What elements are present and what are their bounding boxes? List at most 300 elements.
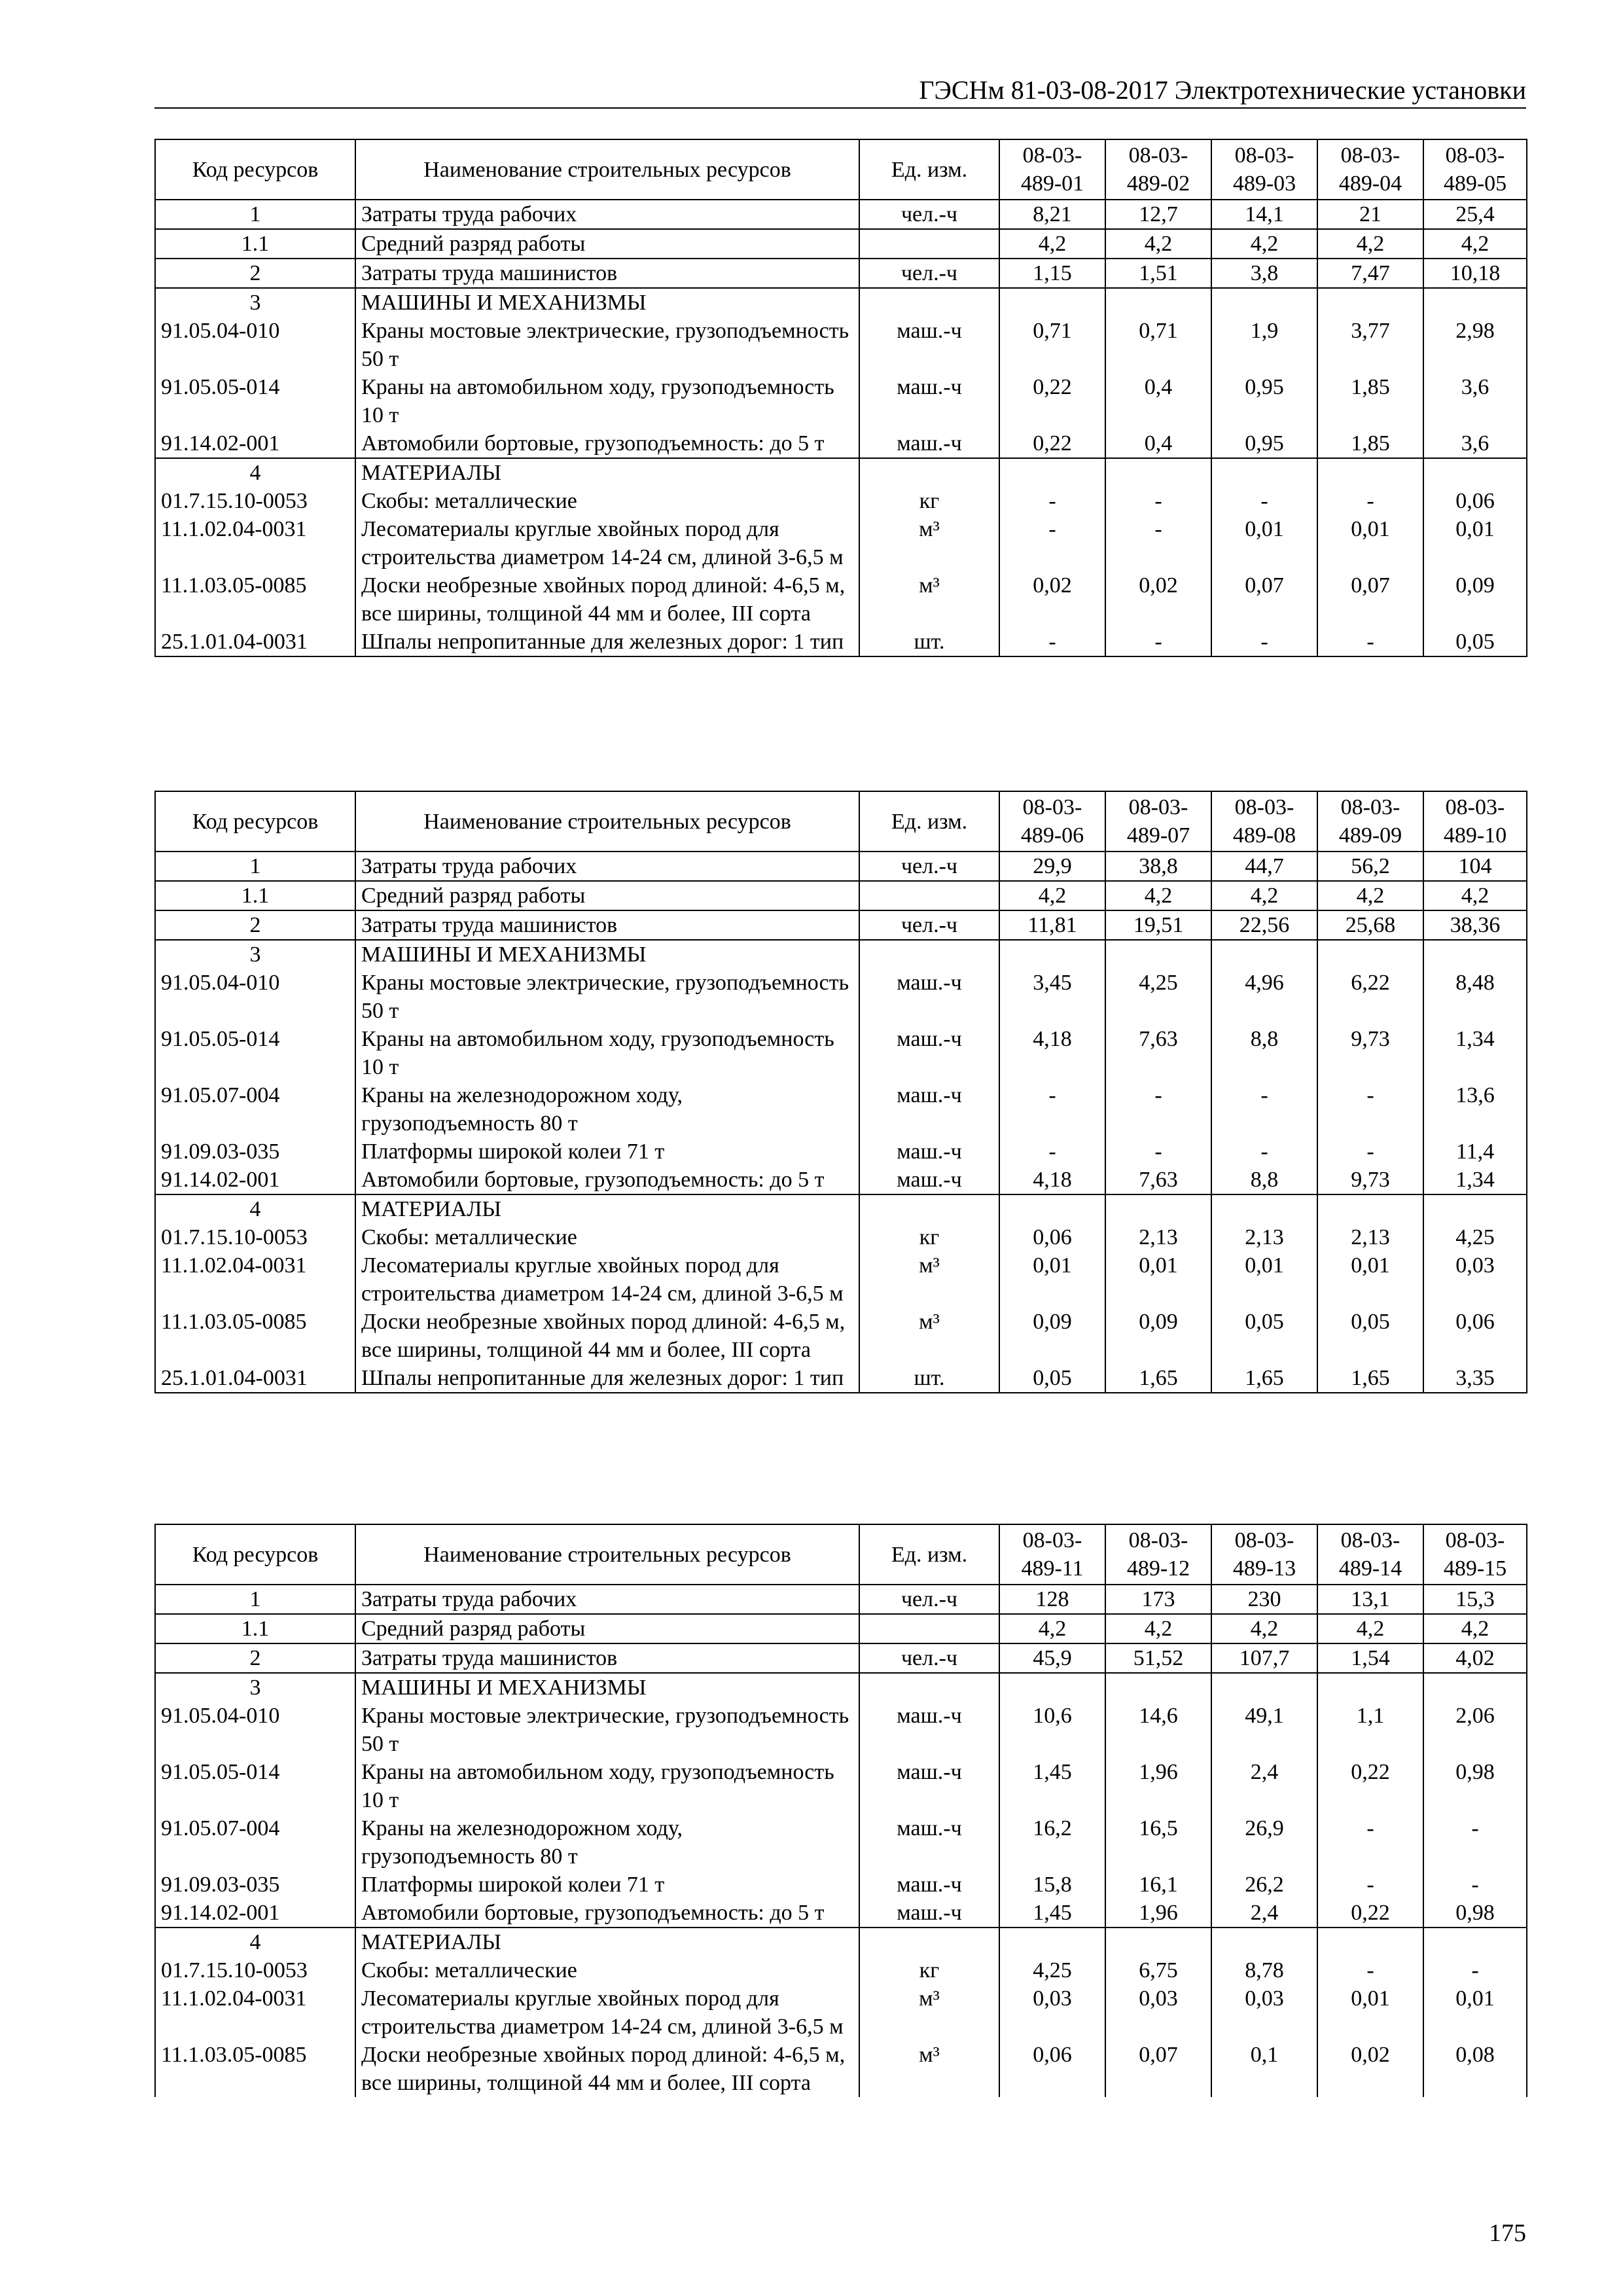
cell-unit: чел.-ч — [859, 200, 999, 229]
cell-value: 0,01 — [1317, 515, 1423, 571]
cell-value: 56,2 — [1317, 852, 1423, 881]
cell-value: 1,1 — [1317, 1702, 1423, 1758]
cell-value: 0,01 — [1317, 1251, 1423, 1308]
cell-unit: кг — [859, 1956, 999, 1984]
cell-value: 3,6 — [1423, 429, 1527, 458]
cell-unit: маш.-ч — [859, 429, 999, 458]
cell-resource-code: 91.05.07-004 — [155, 1081, 355, 1138]
cell-value: 0,09 — [1105, 1308, 1211, 1364]
cell-value — [1423, 1928, 1527, 1956]
cell-value: 10,18 — [1423, 259, 1527, 288]
col-header-name: Наименование строительных ресурсов — [355, 1524, 859, 1585]
cell-unit — [859, 288, 999, 317]
table-row — [155, 487, 1527, 515]
cell-value: 4,2 — [999, 229, 1105, 259]
table-header-row — [155, 791, 1527, 852]
cell-value: 38,36 — [1423, 910, 1527, 940]
cell-value: 1,45 — [999, 1899, 1105, 1928]
cell-value: 1,96 — [1105, 1758, 1211, 1814]
cell-value — [1105, 1673, 1211, 1702]
cell-unit: маш.-ч — [859, 1166, 999, 1194]
cell-resource-code: 91.05.04-010 — [155, 1702, 355, 1758]
cell-resource-name: Лесоматериалы круглые хвойных пород для строительства диаметром 14-24 см, длиной 3-6,5 м — [355, 1251, 859, 1308]
table-row — [155, 1814, 1527, 1871]
cell-value: - — [1105, 1081, 1211, 1138]
cell-resource-code: 91.09.03-035 — [155, 1138, 355, 1166]
cell-resource-code: 01.7.15.10-0053 — [155, 1956, 355, 1984]
cell-value: 0,98 — [1423, 1758, 1527, 1814]
cell-value: 0,71 — [1105, 317, 1211, 373]
cell-value — [1317, 1194, 1423, 1223]
cell-value: 0,22 — [1317, 1758, 1423, 1814]
table-row — [155, 317, 1527, 373]
resource-table-3 — [154, 1524, 1527, 2097]
cell-value — [1211, 288, 1317, 317]
cell-value: 0,06 — [1423, 1308, 1527, 1364]
cell-value: - — [999, 515, 1105, 571]
cell-value: 0,02 — [1317, 2041, 1423, 2097]
cell-value: 1,54 — [1317, 1643, 1423, 1673]
cell-value: 1,65 — [1211, 1364, 1317, 1393]
table-row — [155, 852, 1527, 881]
cell-value: 3,6 — [1423, 373, 1527, 429]
col-header-name: Наименование строительных ресурсов — [355, 791, 859, 852]
cell-value: - — [1317, 1138, 1423, 1166]
cell-value: 25,68 — [1317, 910, 1423, 940]
cell-resource-code: 91.05.07-004 — [155, 1814, 355, 1871]
cell-value: 0,95 — [1211, 373, 1317, 429]
cell-resource-code: 2 — [155, 259, 355, 288]
col-header-norm-code: 08-03-489-10 — [1423, 791, 1527, 852]
cell-value: 51,52 — [1105, 1643, 1211, 1673]
cell-resource-name: Платформы широкой колеи 71 т — [355, 1871, 859, 1899]
resource-table-2 — [154, 791, 1527, 1393]
table-row — [155, 940, 1527, 969]
table-row — [155, 1899, 1527, 1928]
cell-resource-name: Краны мостовые электрические, грузоподъемность 50 т — [355, 317, 859, 373]
col-header-unit: Ед. изм. — [859, 139, 999, 200]
cell-value — [999, 288, 1105, 317]
table-row — [155, 1251, 1527, 1308]
cell-unit: м³ — [859, 1251, 999, 1308]
resource-table-1 — [154, 139, 1527, 657]
table-row — [155, 1166, 1527, 1194]
cell-value: 15,8 — [999, 1871, 1105, 1899]
cell-value: 4,2 — [1105, 1614, 1211, 1643]
cell-unit: шт. — [859, 628, 999, 656]
cell-value: - — [999, 1138, 1105, 1166]
table-row — [155, 1871, 1527, 1899]
cell-value: - — [1211, 1081, 1317, 1138]
cell-value: 9,73 — [1317, 1025, 1423, 1081]
cell-value: 38,8 — [1105, 852, 1211, 881]
cell-value: 0,08 — [1423, 2041, 1527, 2097]
cell-value: - — [1105, 515, 1211, 571]
cell-value: 1,51 — [1105, 259, 1211, 288]
cell-resource-code: 91.05.05-014 — [155, 1758, 355, 1814]
cell-value — [1423, 1194, 1527, 1223]
col-header-unit: Ед. изм. — [859, 1524, 999, 1585]
cell-value: 21 — [1317, 200, 1423, 229]
cell-value: 0,07 — [1317, 571, 1423, 628]
cell-value: 0,03 — [1423, 1251, 1527, 1308]
cell-resource-name: Краны на железнодорожном ходу, грузоподъемность 80 т — [355, 1081, 859, 1138]
cell-value: 9,73 — [1317, 1166, 1423, 1194]
col-header-norm-code: 08-03-489-01 — [999, 139, 1105, 200]
cell-value — [1317, 940, 1423, 969]
cell-unit — [859, 881, 999, 910]
col-header-name: Наименование строительных ресурсов — [355, 139, 859, 200]
cell-value: 4,2 — [1211, 1614, 1317, 1643]
cell-value: 2,13 — [1105, 1223, 1211, 1251]
cell-value: 22,56 — [1211, 910, 1317, 940]
cell-value: 13,6 — [1423, 1081, 1527, 1138]
cell-value: 4,25 — [1105, 969, 1211, 1025]
page-header-title: ГЭСНм 81-03-08-2017 Электротехнические установки — [919, 75, 1526, 105]
cell-value — [1211, 1194, 1317, 1223]
cell-resource-code: 1.1 — [155, 881, 355, 910]
cell-resource-name: Краны на автомобильном ходу, грузоподъемность 10 т — [355, 1025, 859, 1081]
cell-unit: маш.-ч — [859, 317, 999, 373]
table-row — [155, 373, 1527, 429]
cell-value: 0,03 — [999, 1984, 1105, 2041]
cell-resource-name: МАШИНЫ И МЕХАНИЗМЫ — [355, 288, 859, 317]
cell-resource-name: Краны на автомобильном ходу, грузоподъемность 10 т — [355, 1758, 859, 1814]
cell-resource-code: 4 — [155, 1194, 355, 1223]
cell-value: 4,25 — [999, 1956, 1105, 1984]
col-header-norm-code: 08-03-489-13 — [1211, 1524, 1317, 1585]
cell-value: 0,4 — [1105, 373, 1211, 429]
cell-value: 25,4 — [1423, 200, 1527, 229]
cell-value: 4,2 — [1423, 1614, 1527, 1643]
cell-value: 4,2 — [1105, 881, 1211, 910]
col-header-norm-code: 08-03-489-11 — [999, 1524, 1105, 1585]
cell-value: 6,22 — [1317, 969, 1423, 1025]
cell-value: 3,77 — [1317, 317, 1423, 373]
cell-unit — [859, 1673, 999, 1702]
cell-value: 6,75 — [1105, 1956, 1211, 1984]
cell-value: 14,1 — [1211, 200, 1317, 229]
cell-resource-name: Затраты труда рабочих — [355, 852, 859, 881]
cell-value: 16,5 — [1105, 1814, 1211, 1871]
cell-value: - — [1105, 628, 1211, 656]
cell-value — [999, 1673, 1105, 1702]
col-header-norm-code: 08-03-489-09 — [1317, 791, 1423, 852]
cell-value: - — [1211, 1138, 1317, 1166]
cell-value — [1211, 940, 1317, 969]
cell-value: 14,6 — [1105, 1702, 1211, 1758]
cell-value: 0,01 — [1317, 1984, 1423, 2041]
cell-value: - — [999, 628, 1105, 656]
cell-value: 0,03 — [1105, 1984, 1211, 2041]
cell-resource-code: 11.1.02.04-0031 — [155, 1984, 355, 2041]
cell-unit: чел.-ч — [859, 910, 999, 940]
cell-value: 2,13 — [1211, 1223, 1317, 1251]
table-row — [155, 1984, 1527, 2041]
cell-value: 4,02 — [1423, 1643, 1527, 1673]
cell-resource-code: 91.09.03-035 — [155, 1871, 355, 1899]
cell-resource-name: Затраты труда машинистов — [355, 259, 859, 288]
cell-unit: маш.-ч — [859, 1138, 999, 1166]
cell-value: 0,02 — [999, 571, 1105, 628]
cell-value: 4,2 — [1211, 881, 1317, 910]
col-header-code: Код ресурсов — [155, 791, 355, 852]
cell-value: 44,7 — [1211, 852, 1317, 881]
cell-value: 4,2 — [1105, 229, 1211, 259]
cell-value: - — [1105, 487, 1211, 515]
table-row — [155, 200, 1527, 229]
cell-value: 4,2 — [1211, 229, 1317, 259]
cell-resource-name: МАТЕРИАЛЫ — [355, 1928, 859, 1956]
table-row — [155, 1081, 1527, 1138]
cell-value: 104 — [1423, 852, 1527, 881]
cell-resource-code: 11.1.02.04-0031 — [155, 515, 355, 571]
cell-value: 2,4 — [1211, 1899, 1317, 1928]
cell-value: 1,34 — [1423, 1025, 1527, 1081]
cell-value — [999, 458, 1105, 487]
cell-value: 0,22 — [999, 429, 1105, 458]
cell-value: 0,05 — [999, 1364, 1105, 1393]
table-row — [155, 2041, 1527, 2097]
cell-unit — [859, 1194, 999, 1223]
cell-value — [1423, 1673, 1527, 1702]
cell-resource-name: Затраты труда машинистов — [355, 910, 859, 940]
cell-resource-name: МАТЕРИАЛЫ — [355, 458, 859, 487]
table-row — [155, 1643, 1527, 1673]
table-row — [155, 1308, 1527, 1364]
cell-resource-code: 11.1.03.05-0085 — [155, 1308, 355, 1364]
cell-resource-code: 2 — [155, 910, 355, 940]
cell-value — [1423, 940, 1527, 969]
cell-resource-code: 1 — [155, 200, 355, 229]
cell-resource-code: 91.05.04-010 — [155, 317, 355, 373]
cell-value: 0,06 — [999, 2041, 1105, 2097]
cell-resource-code: 1.1 — [155, 1614, 355, 1643]
cell-value: 0,06 — [1423, 487, 1527, 515]
cell-value: - — [1423, 1956, 1527, 1984]
cell-resource-name: Лесоматериалы круглые хвойных пород для строительства диаметром 14-24 см, длиной 3-6,5 м — [355, 515, 859, 571]
table-row — [155, 910, 1527, 940]
cell-value: 4,2 — [999, 1614, 1105, 1643]
cell-value — [1317, 1928, 1423, 1956]
cell-resource-name: Затраты труда рабочих — [355, 200, 859, 229]
cell-value: 107,7 — [1211, 1643, 1317, 1673]
cell-value: 8,8 — [1211, 1166, 1317, 1194]
cell-value: 7,47 — [1317, 259, 1423, 288]
cell-value: 1,85 — [1317, 373, 1423, 429]
cell-resource-code: 1 — [155, 1585, 355, 1614]
table-row — [155, 1614, 1527, 1643]
table-row — [155, 1956, 1527, 1984]
cell-value: - — [999, 1081, 1105, 1138]
col-header-norm-code: 08-03-489-02 — [1105, 139, 1211, 200]
cell-value — [1105, 1928, 1211, 1956]
cell-value: - — [1211, 487, 1317, 515]
cell-unit: маш.-ч — [859, 1758, 999, 1814]
cell-value: 0,06 — [999, 1223, 1105, 1251]
cell-value: 0,09 — [1423, 571, 1527, 628]
table-row — [155, 571, 1527, 628]
cell-resource-code: 11.1.03.05-0085 — [155, 2041, 355, 2097]
cell-value — [1105, 1194, 1211, 1223]
cell-value: 0,01 — [1105, 1251, 1211, 1308]
cell-value: 0,02 — [1105, 571, 1211, 628]
cell-value: 4,18 — [999, 1166, 1105, 1194]
cell-resource-code: 3 — [155, 288, 355, 317]
cell-resource-code: 3 — [155, 1673, 355, 1702]
cell-value — [1317, 458, 1423, 487]
cell-value: 8,8 — [1211, 1025, 1317, 1081]
cell-value: - — [1317, 487, 1423, 515]
cell-value: 0,01 — [1423, 515, 1527, 571]
cell-value — [1211, 1673, 1317, 1702]
page-number: 175 — [1489, 2219, 1526, 2247]
cell-resource-code: 4 — [155, 1928, 355, 1956]
cell-value: - — [1317, 628, 1423, 656]
cell-value: 4,25 — [1423, 1223, 1527, 1251]
table-row — [155, 1138, 1527, 1166]
cell-value — [1317, 1673, 1423, 1702]
table-row — [155, 1928, 1527, 1956]
cell-value: - — [1317, 1814, 1423, 1871]
table-row — [155, 229, 1527, 259]
col-header-norm-code: 08-03-489-12 — [1105, 1524, 1211, 1585]
cell-resource-code: 4 — [155, 458, 355, 487]
cell-value: 173 — [1105, 1585, 1211, 1614]
cell-value: 0,01 — [1211, 1251, 1317, 1308]
cell-value: 0,01 — [1423, 1984, 1527, 2041]
cell-resource-name: Скобы: металлические — [355, 1223, 859, 1251]
cell-resource-code: 91.14.02-001 — [155, 429, 355, 458]
cell-resource-name: Средний разряд работы — [355, 1614, 859, 1643]
cell-value: 0,03 — [1211, 1984, 1317, 2041]
cell-resource-name: МАШИНЫ И МЕХАНИЗМЫ — [355, 1673, 859, 1702]
cell-value: 26,9 — [1211, 1814, 1317, 1871]
cell-value: 1,9 — [1211, 317, 1317, 373]
cell-value: 4,96 — [1211, 969, 1317, 1025]
cell-value: 49,1 — [1211, 1702, 1317, 1758]
cell-resource-code: 01.7.15.10-0053 — [155, 487, 355, 515]
cell-value: 0,98 — [1423, 1899, 1527, 1928]
cell-value: - — [999, 487, 1105, 515]
cell-value: 1,65 — [1105, 1364, 1211, 1393]
cell-value: 4,2 — [1317, 881, 1423, 910]
cell-resource-name: Краны на автомобильном ходу, грузоподъемность 10 т — [355, 373, 859, 429]
cell-value: 0,95 — [1211, 429, 1317, 458]
cell-value: 0,01 — [999, 1251, 1105, 1308]
cell-resource-name: Доски необрезные хвойных пород длиной: 4-6,5 м, все ширины, толщиной 44 мм и более, III сорта — [355, 571, 859, 628]
cell-value — [1105, 458, 1211, 487]
cell-value: - — [1423, 1814, 1527, 1871]
cell-value: 10,6 — [999, 1702, 1105, 1758]
cell-value: 1,45 — [999, 1758, 1105, 1814]
table-row — [155, 259, 1527, 288]
cell-value — [1317, 288, 1423, 317]
table-row — [155, 1702, 1527, 1758]
cell-value: - — [1317, 1956, 1423, 1984]
cell-unit: маш.-ч — [859, 1081, 999, 1138]
cell-value: 45,9 — [999, 1643, 1105, 1673]
cell-resource-name: Лесоматериалы круглые хвойных пород для строительства диаметром 14-24 см, длиной 3-6,5 м — [355, 1984, 859, 2041]
cell-value: 3,8 — [1211, 259, 1317, 288]
cell-value: 15,3 — [1423, 1585, 1527, 1614]
cell-unit: маш.-ч — [859, 373, 999, 429]
cell-resource-code: 91.05.04-010 — [155, 969, 355, 1025]
cell-resource-code: 01.7.15.10-0053 — [155, 1223, 355, 1251]
cell-unit: маш.-ч — [859, 969, 999, 1025]
cell-value: - — [1423, 1871, 1527, 1899]
cell-value: 1,65 — [1317, 1364, 1423, 1393]
cell-value: - — [1105, 1138, 1211, 1166]
cell-value: 8,48 — [1423, 969, 1527, 1025]
cell-value: 26,2 — [1211, 1871, 1317, 1899]
cell-unit: чел.-ч — [859, 1585, 999, 1614]
col-header-code: Код ресурсов — [155, 1524, 355, 1585]
cell-resource-name: Доски необрезные хвойных пород длиной: 4-6,5 м, все ширины, толщиной 44 мм и более, III сорта — [355, 1308, 859, 1364]
table-row — [155, 1223, 1527, 1251]
cell-value: 0,05 — [1317, 1308, 1423, 1364]
cell-value: 0,09 — [999, 1308, 1105, 1364]
cell-value: 7,63 — [1105, 1166, 1211, 1194]
cell-value: 16,1 — [1105, 1871, 1211, 1899]
cell-value: 4,2 — [1317, 1614, 1423, 1643]
cell-resource-name: Платформы широкой колеи 71 т — [355, 1138, 859, 1166]
col-header-norm-code: 08-03-489-08 — [1211, 791, 1317, 852]
cell-value — [1423, 288, 1527, 317]
table-row — [155, 881, 1527, 910]
cell-value: - — [1211, 628, 1317, 656]
cell-resource-name: Шпалы непропитанные для железных дорог: 1 тип — [355, 628, 859, 656]
cell-resource-code: 3 — [155, 940, 355, 969]
cell-value — [1211, 1928, 1317, 1956]
cell-value: 3,35 — [1423, 1364, 1527, 1393]
col-header-norm-code: 08-03-489-07 — [1105, 791, 1211, 852]
cell-value: 2,13 — [1317, 1223, 1423, 1251]
cell-unit: м³ — [859, 1984, 999, 2041]
col-header-norm-code: 08-03-489-04 — [1317, 139, 1423, 200]
cell-value: 0,4 — [1105, 429, 1211, 458]
col-header-unit: Ед. изм. — [859, 791, 999, 852]
cell-resource-name: Средний разряд работы — [355, 881, 859, 910]
cell-value: 1,15 — [999, 259, 1105, 288]
cell-unit — [859, 1614, 999, 1643]
table-header-row — [155, 139, 1527, 200]
cell-resource-code: 1 — [155, 852, 355, 881]
cell-value: 0,07 — [1105, 2041, 1211, 2097]
cell-resource-name: Автомобили бортовые, грузоподъемность: до 5 т — [355, 429, 859, 458]
cell-resource-code: 25.1.01.04-0031 — [155, 628, 355, 656]
col-header-norm-code: 08-03-489-03 — [1211, 139, 1317, 200]
cell-value: 4,2 — [1423, 229, 1527, 259]
cell-unit: кг — [859, 487, 999, 515]
cell-value — [999, 1928, 1105, 1956]
cell-resource-code: 91.14.02-001 — [155, 1166, 355, 1194]
cell-value: 16,2 — [999, 1814, 1105, 1871]
cell-resource-name: Скобы: металлические — [355, 487, 859, 515]
table-row — [155, 515, 1527, 571]
cell-resource-name: Средний разряд работы — [355, 229, 859, 259]
cell-resource-code: 25.1.01.04-0031 — [155, 1364, 355, 1393]
col-header-code: Код ресурсов — [155, 139, 355, 200]
cell-value: 7,63 — [1105, 1025, 1211, 1081]
cell-value: 0,05 — [1211, 1308, 1317, 1364]
cell-unit — [859, 940, 999, 969]
cell-value: - — [1317, 1081, 1423, 1138]
cell-value: 4,18 — [999, 1025, 1105, 1081]
cell-value: 3,45 — [999, 969, 1105, 1025]
cell-resource-code: 11.1.03.05-0085 — [155, 571, 355, 628]
cell-resource-name: Доски необрезные хвойных пород длиной: 4-6,5 м, все ширины, толщиной 44 мм и более, III сорта — [355, 2041, 859, 2097]
